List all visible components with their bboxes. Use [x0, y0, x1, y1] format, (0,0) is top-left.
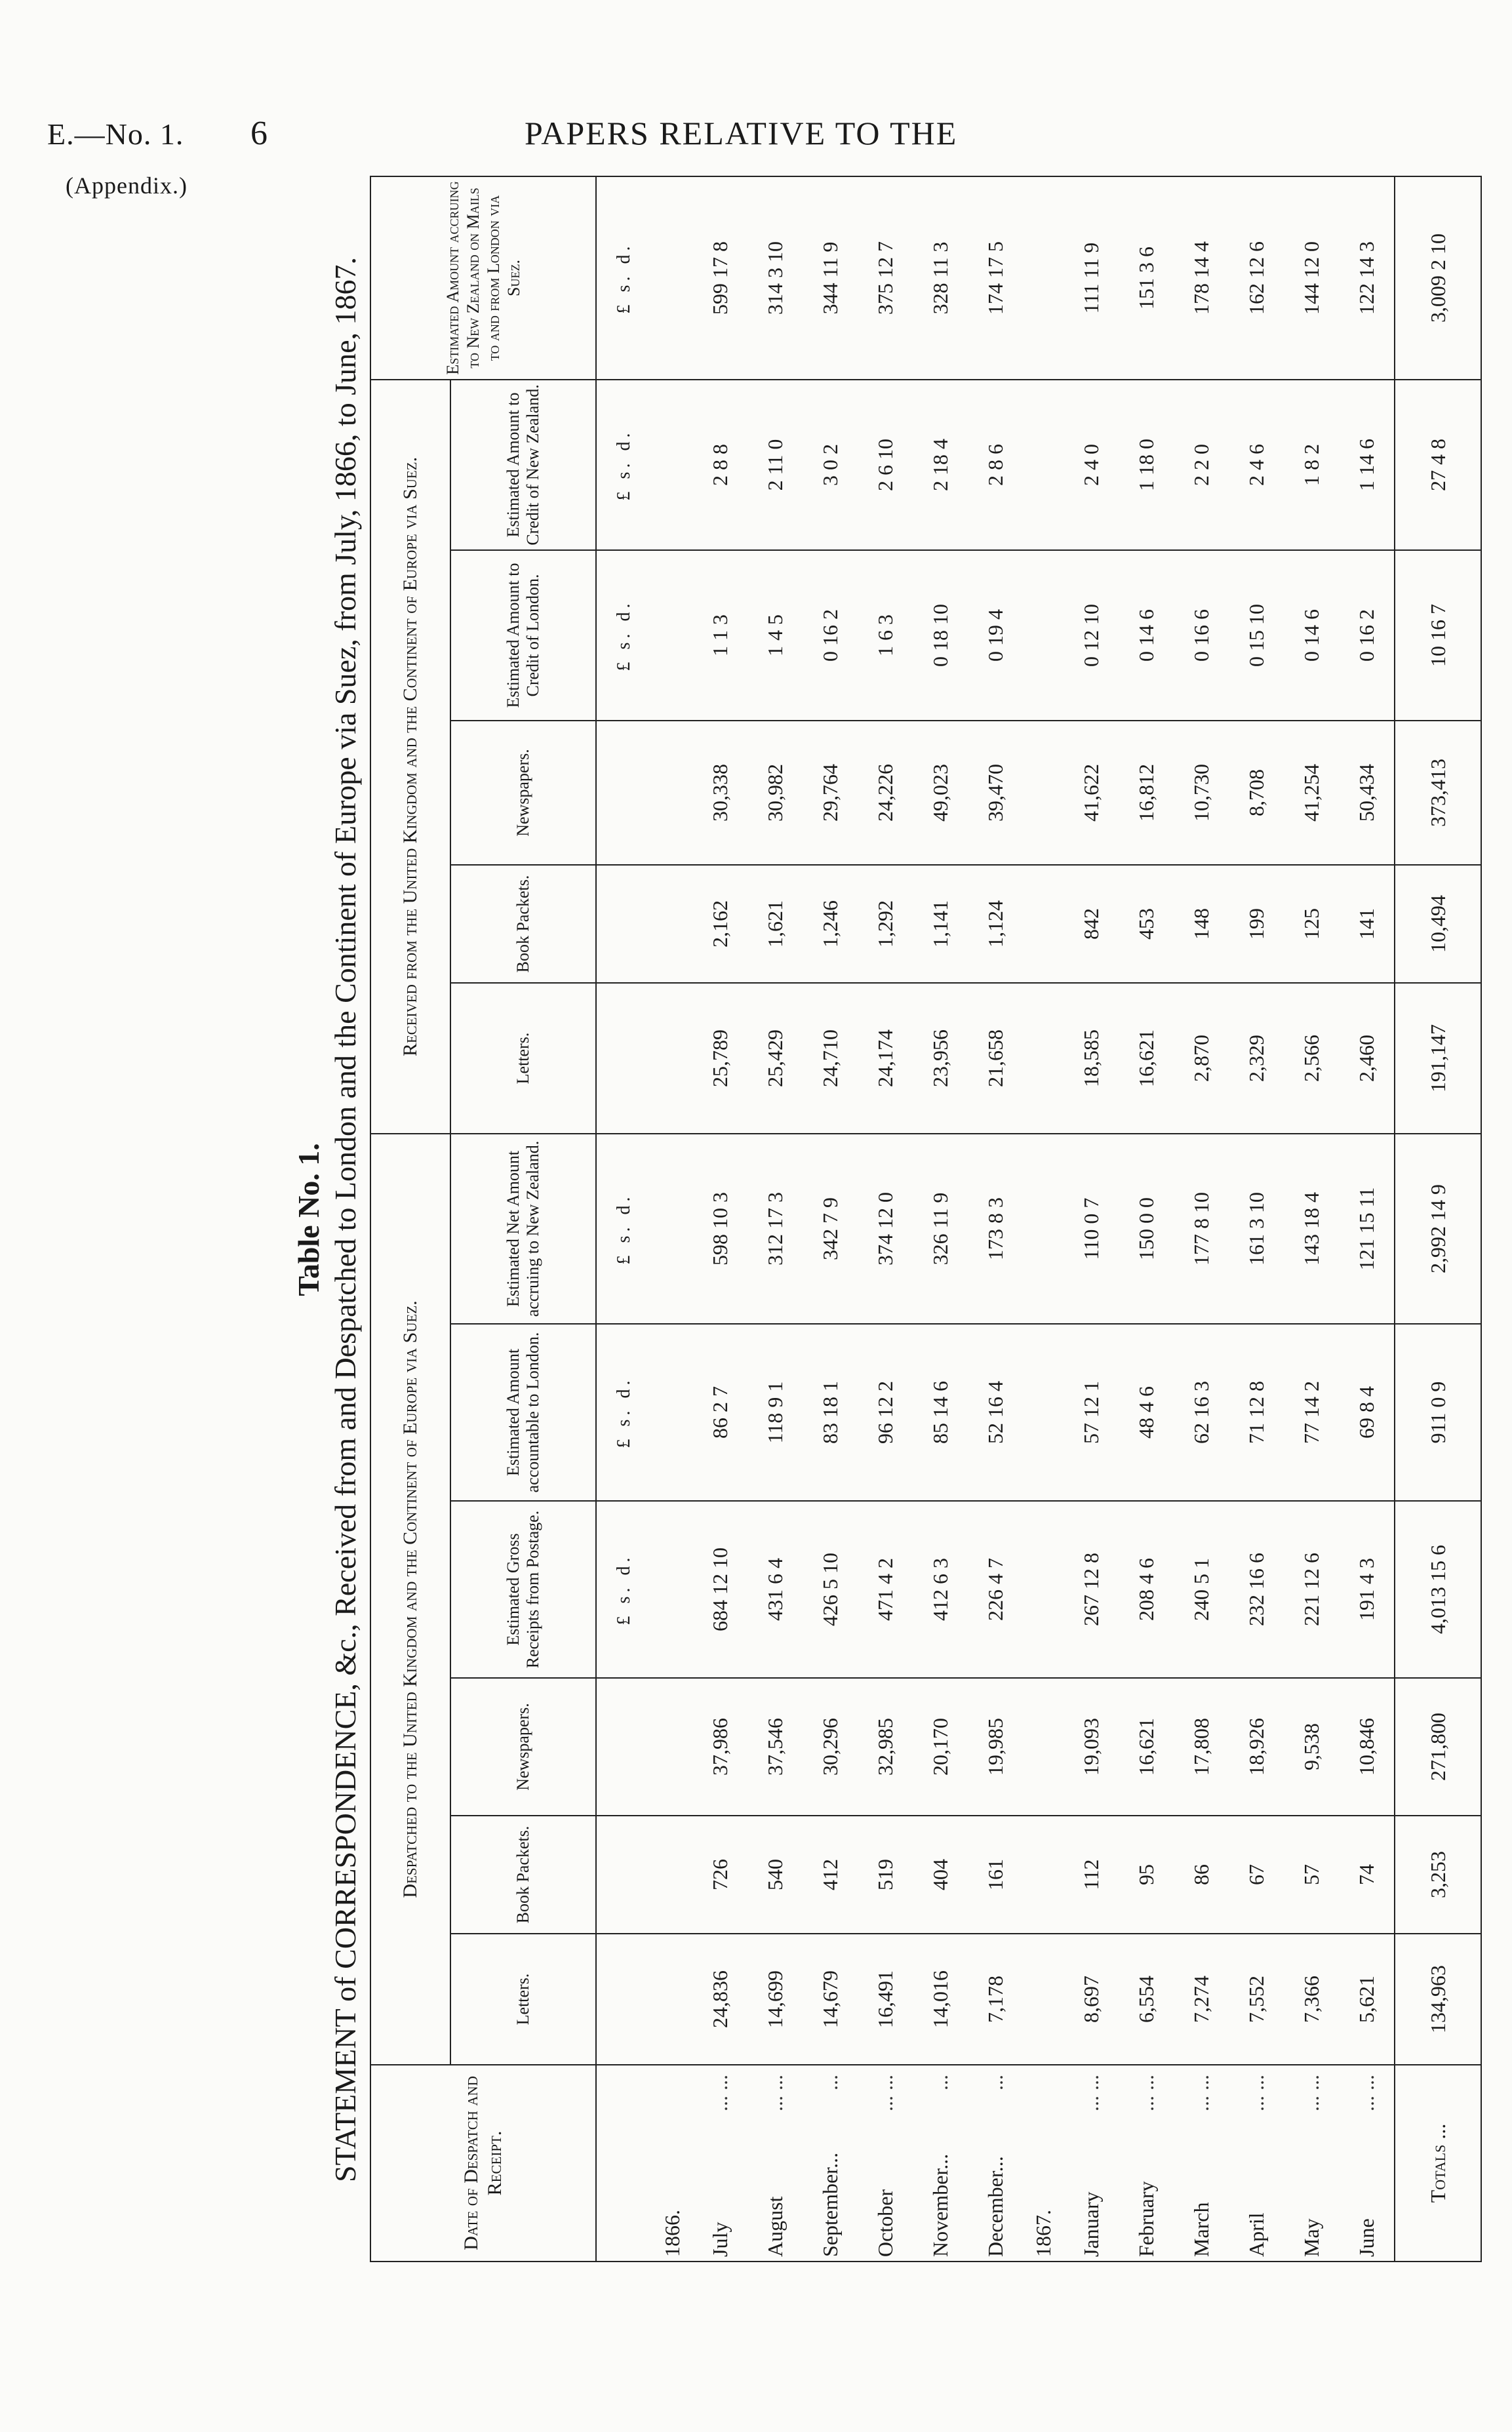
cell: 8,697: [1064, 1934, 1119, 2065]
cell: 453: [1119, 865, 1174, 983]
running-title: PAPERS RELATIVE TO THE: [525, 115, 958, 151]
cell: 8,708: [1229, 721, 1284, 865]
table-row: March ... ... 7,274 86 17,808 240 5 1 62 16 3 177 8 10 2,870 148 10,730 0 16 6 2 2 0 178 14 4: [1174, 176, 1229, 2262]
cell: 726: [692, 1816, 747, 1934]
month-label: April: [1244, 2212, 1268, 2257]
cell: 684 12 10: [692, 1501, 747, 1678]
cell: 29,764: [803, 721, 858, 865]
cell: 404: [913, 1816, 968, 1934]
cell: 161: [968, 1816, 1023, 1934]
cell: 39,470: [968, 721, 1023, 865]
cell: 14,699: [747, 1934, 803, 2065]
cell: 86 2 7: [692, 1324, 747, 1501]
cell: 150 0 0: [1119, 1134, 1174, 1324]
table-row: January ... ... 8,697 112 19,093 267 12 8 57 12 1 110 0 7 18,585 842 41,622 0 12 10 2 4 0 111 11 9: [1064, 176, 1119, 2262]
cell: 375 12 7: [858, 176, 913, 380]
table-row: October ... ... 16,491 519 32,985 471 4 2 96 12 2 374 12 0 24,174 1,292 24,226 1 6 3 2 6 10 375 12 7: [858, 176, 913, 2262]
cell: 52 16 4: [968, 1324, 1023, 1501]
cell: 16,621: [1119, 1678, 1174, 1816]
cell: 21,658: [968, 983, 1023, 1134]
cell: 16,491: [858, 1934, 913, 2065]
cell: 0 16 2: [803, 550, 858, 721]
cell: 3 0 2: [803, 380, 858, 550]
units-label: £ s. d.: [596, 380, 652, 550]
cell: 1 6 3: [858, 550, 913, 721]
d-net-header: Estimated Net Amount accruing to New Zealand.: [450, 1134, 596, 1324]
cell: 326 11 9: [913, 1134, 968, 1324]
table-row: July ... ... 24,836 726 37,986 684 12 10 86 2 7 598 10 3 25,789 2,162 30,338 1 1 3 2 8 8 599 17 8: [692, 176, 747, 2262]
units-label: £ s. d.: [596, 176, 652, 380]
cell: 50,434: [1339, 721, 1395, 865]
units-label: £ s. d.: [596, 1134, 652, 1324]
table-row: November... ... 14,016 404 20,170 412 6 3 85 14 6 326 11 9 23,956 1,141 49,023 0 18 10 2 18 4 328 11 3: [913, 176, 968, 2262]
cell: 148: [1174, 865, 1229, 983]
cell: 18,585: [1064, 983, 1119, 1134]
cell: 118 9 1: [747, 1324, 803, 1501]
units-label: £ s. d.: [596, 1324, 652, 1501]
total-cell: 191,147: [1395, 983, 1481, 1134]
received-group-header: Received from the United Kingdom and the Continent of Europe via Suez.: [370, 380, 450, 1134]
cell: 5,621: [1339, 1934, 1395, 2065]
d-gross-header: Estimated Gross Receipts from Postage.: [450, 1501, 596, 1678]
cell: 519: [858, 1816, 913, 1934]
cell: 143 18 4: [1284, 1134, 1339, 1324]
cell: 24,836: [692, 1934, 747, 2065]
accruing-column-header: Estimated Amount accruing to New Zealand on Mails to and from London via Suez.: [370, 176, 596, 380]
page-number: 6: [250, 115, 268, 152]
cell: 32,985: [858, 1678, 913, 1816]
cell: 121 15 11: [1339, 1134, 1395, 1324]
cell: 0 14 6: [1284, 550, 1339, 721]
cell: 2 11 0: [747, 380, 803, 550]
cell: 314 3 10: [747, 176, 803, 380]
total-cell: 373,413: [1395, 721, 1481, 865]
units-label: £ s. d.: [596, 1501, 652, 1678]
cell: 48 4 6: [1119, 1324, 1174, 1501]
cell: 342 7 9: [803, 1134, 858, 1324]
cell: 83 18 1: [803, 1324, 858, 1501]
cell: 112: [1064, 1816, 1119, 1934]
table-row: June ... ... 5,621 74 10,846 191 4 3 69 8 4 121 15 11 2,460 141 50,434 0 16 2 1 14 6 122 14 3: [1339, 176, 1395, 2262]
cell: 162 12 6: [1229, 176, 1284, 380]
cell: 24,710: [803, 983, 858, 1134]
total-cell: 4,013 15 6: [1395, 1501, 1481, 1678]
despatched-group-header: Despatched to the United Kingdom and the Continent of Europe via Suez.: [370, 1134, 450, 2065]
cell: 599 17 8: [692, 176, 747, 380]
cell: 0 12 10: [1064, 550, 1119, 721]
date-column-header: Date of Despatch and Receipt.: [370, 2065, 596, 2262]
cell: 1,292: [858, 865, 913, 983]
cell: 16,812: [1119, 721, 1174, 865]
cell: 10,846: [1339, 1678, 1395, 1816]
cell: 24,174: [858, 983, 913, 1134]
cell: 1,124: [968, 865, 1023, 983]
month-label: August: [763, 2196, 787, 2257]
cell: 221 12 6: [1284, 1501, 1339, 1678]
d-news-header: Newspapers.: [450, 1678, 596, 1816]
cell: 540: [747, 1816, 803, 1934]
d-london-header: Estimated Amount accountable to London.: [450, 1324, 596, 1501]
d-books-header: Book Packets.: [450, 1816, 596, 1934]
table-row: February ... ... 6,554 95 16,621 208 4 6 48 4 6 150 0 0 16,621 453 16,812 0 14 6 1 18 0 151 3 6: [1119, 176, 1174, 2262]
cell: 0 18 10: [913, 550, 968, 721]
r-london-header: Estimated Amount to Credit of London.: [450, 550, 596, 721]
cell: 74: [1339, 1816, 1395, 1934]
cell: 57: [1284, 1816, 1339, 1934]
cell: 598 10 3: [692, 1134, 747, 1324]
units-label: £ s. d.: [596, 550, 652, 721]
cell: 240 5 1: [1174, 1501, 1229, 1678]
cell: 374 12 0: [858, 1134, 913, 1324]
cell: 30,982: [747, 721, 803, 865]
cell: 7,366: [1284, 1934, 1339, 2065]
cell: 2 2 0: [1174, 380, 1229, 550]
cell: 1 1 3: [692, 550, 747, 721]
table-number: Table No. 1.: [292, 1143, 325, 1296]
r-news-header: Newspapers.: [450, 721, 596, 865]
cell: 14,679: [803, 1934, 858, 2065]
cell: 86: [1174, 1816, 1229, 1934]
cell: 62 16 3: [1174, 1324, 1229, 1501]
month-label: June: [1354, 2218, 1378, 2257]
cell: 1 14 6: [1339, 380, 1395, 550]
cell: 96 12 2: [858, 1324, 913, 1501]
cell: 208 4 6: [1119, 1501, 1174, 1678]
r-books-header: Book Packets.: [450, 865, 596, 983]
table-row: August ... ... 14,699 540 37,546 431 6 4 118 9 1 312 17 3 25,429 1,621 30,982 1 4 5 2 11 0 314 3 10: [747, 176, 803, 2262]
cell: 37,986: [692, 1678, 747, 1816]
cell: 328 11 3: [913, 176, 968, 380]
cell: 0 16 2: [1339, 550, 1395, 721]
cell: 2 8 8: [692, 380, 747, 550]
cell: 161 3 10: [1229, 1134, 1284, 1324]
cell: 2,329: [1229, 983, 1284, 1134]
cell: 41,254: [1284, 721, 1339, 865]
cell: 125: [1284, 865, 1339, 983]
cell: 471 4 2: [858, 1501, 913, 1678]
cell: 7,552: [1229, 1934, 1284, 2065]
cell: 111 11 9: [1064, 176, 1119, 380]
cell: 23,956: [913, 983, 968, 1134]
year-label: 1866.: [652, 2065, 692, 2262]
totals-row: Totals ... 134,963 3,253 271,800 4,013 15 6 911 0 9 2,992 14 9 191,147 10,494 373,413 10 16 7 27 4 8 3,009 2 10: [1395, 176, 1481, 2262]
cell: 19,093: [1064, 1678, 1119, 1816]
cell: 17,808: [1174, 1678, 1229, 1816]
cell: 2,870: [1174, 983, 1229, 1134]
cell: 25,429: [747, 983, 803, 1134]
appendix-label: (Appendix.): [66, 172, 188, 199]
cell: 16,621: [1119, 983, 1174, 1134]
cell: 7,274: [1174, 1934, 1229, 2065]
month-label: September...: [818, 2152, 842, 2257]
cell: 20,170: [913, 1678, 968, 1816]
cell: 2,566: [1284, 983, 1339, 1134]
total-cell: 10 16 7: [1395, 550, 1481, 721]
cell: 24,226: [858, 721, 913, 865]
cell: 151 3 6: [1119, 176, 1174, 380]
cell: 25,789: [692, 983, 747, 1134]
total-cell: 3,009 2 10: [1395, 176, 1481, 380]
cell: 7,178: [968, 1934, 1023, 2065]
cell: 95: [1119, 1816, 1174, 1934]
month-label: February: [1134, 2181, 1158, 2257]
cell: 173 8 3: [968, 1134, 1023, 1324]
cell: 1 4 5: [747, 550, 803, 721]
table-row: May ... ... 7,366 57 9,538 221 12 6 77 14 2 143 18 4 2,566 125 41,254 0 14 6 1 8 2 144 12 0: [1284, 176, 1339, 2262]
total-cell: 911 0 9: [1395, 1324, 1481, 1501]
cell: 191 4 3: [1339, 1501, 1395, 1678]
d-letters-header: Letters.: [450, 1934, 596, 2065]
cell: 2 8 6: [968, 380, 1023, 550]
cell: 267 12 8: [1064, 1501, 1119, 1678]
month-label: January: [1079, 2191, 1103, 2257]
table-row: December... ... 7,178 161 19,985 226 4 7 52 16 4 173 8 3 21,658 1,124 39,470 0 19 4 2 8 6 174 17 5: [968, 176, 1023, 2262]
year-row: [652, 176, 692, 2262]
cell: 344 11 9: [803, 176, 858, 380]
cell: 177 8 10: [1174, 1134, 1229, 1324]
cell: 14,016: [913, 1934, 968, 2065]
totals-label: Totals: [1425, 2144, 1450, 2203]
cell: 30,296: [803, 1678, 858, 1816]
cell: 9,538: [1284, 1678, 1339, 1816]
cell: 41,622: [1064, 721, 1119, 865]
cell: 6,554: [1119, 1934, 1174, 2065]
table-row: April ... ... 7,552 67 18,926 232 16 6 71 12 8 161 3 10 2,329 199 8,708 0 15 10 2 4 6 162 12 6: [1229, 176, 1284, 2262]
total-cell: 2,992 14 9: [1395, 1134, 1481, 1324]
cell: 0 16 6: [1174, 550, 1229, 721]
cell: 2 6 10: [858, 380, 913, 550]
cell: 69 8 4: [1339, 1324, 1395, 1501]
cell: 0 15 10: [1229, 550, 1284, 721]
cell: 2,460: [1339, 983, 1395, 1134]
cell: 412 6 3: [913, 1501, 968, 1678]
month-label: May: [1299, 2218, 1323, 2257]
cell: 431 6 4: [747, 1501, 803, 1678]
r-nz-header: Estimated Amount to Credit of New Zealand.: [450, 380, 596, 550]
cell: 1 18 0: [1119, 380, 1174, 550]
cell: 49,023: [913, 721, 968, 865]
cell: 312 17 3: [747, 1134, 803, 1324]
cell: 2 4 0: [1064, 380, 1119, 550]
month-label: March: [1189, 2202, 1213, 2257]
cell: 67: [1229, 1816, 1284, 1934]
cell: 178 14 4: [1174, 176, 1229, 380]
cell: 1,141: [913, 865, 968, 983]
cell: 110 0 7: [1064, 1134, 1119, 1324]
cell: 2 18 4: [913, 380, 968, 550]
cell: 0 19 4: [968, 550, 1023, 721]
total-cell: 27 4 8: [1395, 380, 1481, 550]
cell: 2,162: [692, 865, 747, 983]
cell: 37,546: [747, 1678, 803, 1816]
cell: 141: [1339, 865, 1395, 983]
total-cell: 134,963: [1395, 1934, 1481, 2065]
table-row: September... ... 14,679 412 30,296 426 5 10 83 18 1 342 7 9 24,710 1,246 29,764 0 16 2 3 0 2 344 11 9: [803, 176, 858, 2262]
year-label: 1867.: [1023, 2065, 1064, 2262]
cell: 57 12 1: [1064, 1324, 1119, 1501]
cell: 412: [803, 1816, 858, 1934]
total-cell: 10,494: [1395, 865, 1481, 983]
r-letters-header: Letters.: [450, 983, 596, 1134]
correspondence-table: [370, 176, 1482, 2262]
month-label: December...: [983, 2156, 1007, 2257]
cell: 226 4 7: [968, 1501, 1023, 1678]
rotated-table-page: [292, 177, 1450, 2262]
cell: 10,730: [1174, 721, 1229, 865]
month-label: July: [707, 2222, 732, 2257]
cell: 30,338: [692, 721, 747, 865]
cell: 426 5 10: [803, 1501, 858, 1678]
cell: 1 8 2: [1284, 380, 1339, 550]
cell: 232 16 6: [1229, 1501, 1284, 1678]
year-row: [1023, 176, 1064, 2262]
total-cell: 271,800: [1395, 1678, 1481, 1816]
cell: 2 4 6: [1229, 380, 1284, 550]
cell: 77 14 2: [1284, 1324, 1339, 1501]
cell: 18,926: [1229, 1678, 1284, 1816]
cell: 1,246: [803, 865, 858, 983]
cell: 842: [1064, 865, 1119, 983]
cell: 85 14 6: [913, 1324, 968, 1501]
cell: 174 17 5: [968, 176, 1023, 380]
cell: 1,621: [747, 865, 803, 983]
statement-title: STATEMENT of CORRESPONDENCE, &c., Received from and Despatched to London and the Continent of Europe via Suez, from July, 1866, to June, 1867.: [328, 256, 362, 2183]
month-label: October: [873, 2189, 897, 2257]
total-cell: 3,253: [1395, 1816, 1481, 1934]
cell: 144 12 0: [1284, 176, 1339, 380]
month-label: November...: [928, 2153, 952, 2257]
document-code: E.—No. 1.: [47, 117, 184, 151]
cell: 0 14 6: [1119, 550, 1174, 721]
cell: 19,985: [968, 1678, 1023, 1816]
cell: 122 14 3: [1339, 176, 1395, 380]
cell: 199: [1229, 865, 1284, 983]
cell: 71 12 8: [1229, 1324, 1284, 1501]
